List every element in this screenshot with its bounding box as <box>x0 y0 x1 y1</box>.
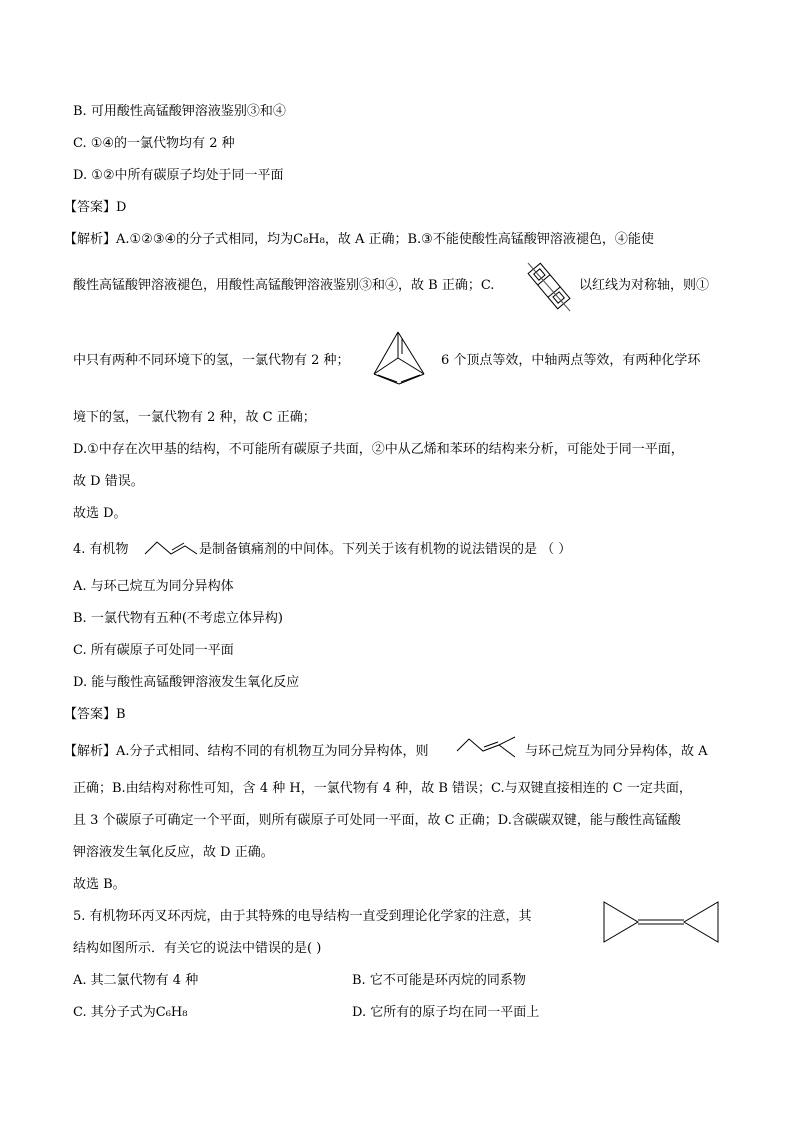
q4-explanation-line1b: 与环己烷互为同分异构体，故 A <box>525 744 708 759</box>
q5-option-c: C. 其分子式为C₆H₈ <box>73 1005 188 1020</box>
symmetric-molecule-structure <box>522 257 576 315</box>
q4-explanation-line3: 且 3 个碳原子可确定一个平面，则所有碳原子可处同一平面，故 C 正确；D.含碳碳双键，能与酸性高锰酸 <box>73 813 681 828</box>
q3-explanation-line5: D.①中存在次甲基的结构，不可能所有碳原子共面，②中从乙烯和苯环的结构来分析，可能处于同一平面， <box>73 442 684 457</box>
q3-explanation-line6: 故 D 错误。 <box>73 474 144 489</box>
q5-stem-line2: 结构如图所示．有关它的说法中错误的是( ) <box>73 941 322 956</box>
q3-option-c: C. ①④的一氯代物均有 2 种 <box>73 136 235 151</box>
q5-option-d: D. 它所有的原子均在同一平面上 <box>352 1005 540 1020</box>
q3-explanation-line2a: 酸性高锰酸钾溶液褪色，用酸性高锰酸钾溶液鉴别③和④，故 B 正确；C. <box>73 278 495 293</box>
q4-explanation-line4: 钾溶液发生氧化反应，故 D 正确。 <box>73 845 274 860</box>
q3-explanation-line2b: 以红线为对称轴，则① <box>579 278 710 293</box>
q4-stem-part2: 是制备镇痛剂的中间体。下列关于该有机物的说法错误的是 （ ） <box>199 542 572 557</box>
q3-explanation-line3b: 6 个顶点等效，中轴两点等效，有两种化学环 <box>441 353 701 368</box>
q4-molecule-structure <box>143 536 199 560</box>
q3-explanation-line4: 境下的氢，一氯代物有 2 种，故 C 正确； <box>73 410 316 425</box>
q4-option-b: B. 一氯代物有五种(不考虑立体异构) <box>73 611 283 626</box>
q3-conclusion: 故选 D。 <box>73 506 127 521</box>
q4-option-d: D. 能与酸性高锰酸钾溶液发生氧化反应 <box>73 675 300 690</box>
q3-option-b: B. 可用酸性高锰酸钾溶液鉴别③和④ <box>73 104 286 119</box>
q5-option-b: B. 它不可能是环丙烷的同系物 <box>352 973 526 988</box>
q4-explanation-line2: 正确；B.由结构对称性可知，含 4 种 H，一氯代物有 4 种，故 B 错误；C.与双键直接相连的 C 一定共面， <box>73 781 692 796</box>
q5-option-a: A. 其二氯代物有 4 种 <box>73 973 199 988</box>
q4-stem-part1: 4. 有机物 <box>73 542 129 557</box>
q3-explanation-line1: 【解析】A.①②③④的分子式相同，均为C₈H₈，故 A 正确；B.③不能使酸性高锰酸钾溶液褪色，④能使 <box>64 232 654 247</box>
q4-option-a: A. 与环己烷互为同分异构体 <box>73 579 234 594</box>
q4-explanation-molecule <box>455 733 525 761</box>
q3-answer: 【答案】D <box>64 200 127 215</box>
q4-option-c: C. 所有碳原子可处同一平面 <box>73 643 234 658</box>
q4-explanation-line1a: 【解析】A.分子式相同、结构不同的有机物互为同分异构体，则 <box>64 744 429 759</box>
q4-answer: 【答案】B <box>64 707 126 722</box>
q3-explanation-line3a: 中只有两种不同环境下的氢，一氯代物有 2 种； <box>73 353 350 368</box>
q5-stem-line1: 5. 有机物环丙叉环丙烷，由于其特殊的电导结构一直受到理论化学家的注意，其 <box>73 909 532 924</box>
q4-conclusion: 故选 B。 <box>73 877 126 892</box>
q3-option-d: D. ①②中所有碳原子均处于同一平面 <box>73 168 284 183</box>
cyclopropylidene-cyclopropane-structure <box>600 898 722 948</box>
bicyclic-molecule-structure <box>364 328 434 388</box>
